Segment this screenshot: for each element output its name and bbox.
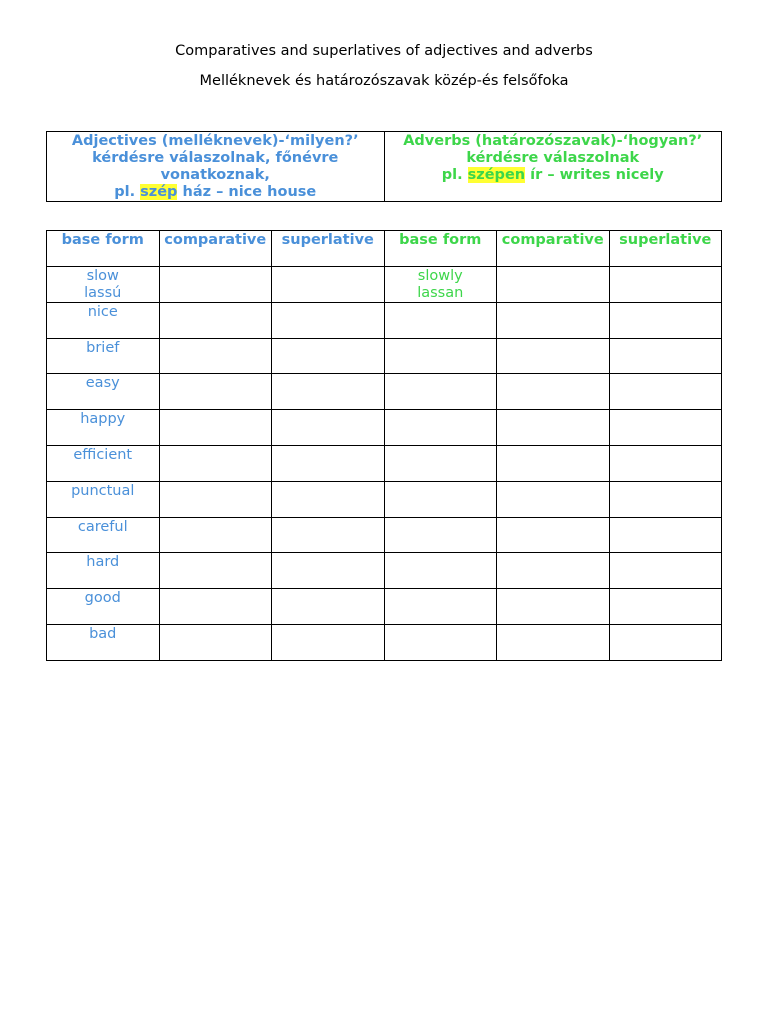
adv-comparative-cell[interactable] — [497, 302, 610, 338]
word-text: easy — [85, 375, 120, 392]
adj-superlative-cell[interactable] — [272, 338, 385, 374]
adv-base-form-cell — [384, 266, 497, 302]
adjectives-description: kérdésre válaszolnak, főnévre — [92, 150, 339, 166]
adv-comparative-cell[interactable] — [497, 338, 610, 374]
adj-superlative-cell[interactable] — [272, 624, 385, 660]
adv-superlative-cell[interactable] — [609, 266, 722, 302]
word-text: bad — [89, 625, 117, 642]
adjectives-description-cont: vonatkoznak, — [160, 167, 270, 183]
adj-base-form-cell — [47, 624, 160, 660]
table-row — [47, 302, 722, 338]
adv-comparative-cell[interactable] — [497, 410, 610, 446]
adv-comparative-cell[interactable] — [497, 481, 610, 517]
adj-comparative-cell[interactable] — [159, 589, 272, 625]
adv-base-form-cell — [384, 338, 497, 374]
header-adj-superlative: superlative — [272, 231, 385, 267]
intro-table — [46, 131, 722, 202]
adj-base-form-cell — [47, 445, 160, 481]
adv-base-form-cell — [384, 302, 497, 338]
adj-base-form-cell — [47, 589, 160, 625]
header-adv-base-form: base form — [384, 231, 497, 267]
adv-comparative-cell[interactable] — [497, 553, 610, 589]
adj-superlative-cell[interactable] — [272, 410, 385, 446]
table-row — [47, 589, 722, 625]
word-translation: lassan — [417, 284, 464, 301]
word-text: slowly — [417, 267, 463, 284]
adj-superlative-cell[interactable] — [272, 481, 385, 517]
table-row — [47, 338, 722, 374]
adjectives-heading: Adjectives (melléknevek)-‘milyen?’ — [71, 133, 359, 149]
table-row — [47, 374, 722, 410]
adverbs-explanation — [384, 132, 722, 202]
adv-base-form-cell — [384, 410, 497, 446]
word-text: slow — [86, 267, 119, 284]
adj-comparative-cell[interactable] — [159, 302, 272, 338]
adj-base-form-cell — [47, 302, 160, 338]
adj-comparative-cell[interactable] — [159, 338, 272, 374]
adj-superlative-cell[interactable] — [272, 553, 385, 589]
word-text: good — [84, 590, 121, 607]
adverbs-description: kérdésre válaszolnak — [466, 150, 640, 166]
adj-base-form-cell — [47, 517, 160, 553]
table-row — [47, 481, 722, 517]
word-text: hard — [86, 554, 120, 571]
adj-superlative-cell[interactable] — [272, 589, 385, 625]
adv-superlative-cell[interactable] — [609, 481, 722, 517]
adj-base-form-cell — [47, 338, 160, 374]
adv-base-form-cell — [384, 517, 497, 553]
adv-superlative-cell[interactable] — [609, 338, 722, 374]
adv-base-form-cell — [384, 624, 497, 660]
header-adv-superlative: superlative — [609, 231, 722, 267]
table-row — [47, 445, 722, 481]
adv-superlative-cell[interactable] — [609, 374, 722, 410]
adj-comparative-cell[interactable] — [159, 553, 272, 589]
adv-superlative-cell[interactable] — [609, 410, 722, 446]
table-row — [47, 517, 722, 553]
adv-comparative-cell[interactable] — [497, 266, 610, 302]
adj-base-form-cell — [47, 266, 160, 302]
word-text: happy — [80, 411, 126, 428]
header-adj-comparative: comparative — [159, 231, 272, 267]
adv-base-form-cell — [384, 553, 497, 589]
word-text: careful — [77, 518, 128, 535]
adv-base-form-cell — [384, 481, 497, 517]
page-title: Comparatives and superlatives of adjectives and adverbs — [175, 43, 593, 59]
adj-superlative-cell[interactable] — [272, 266, 385, 302]
table-row — [47, 553, 722, 589]
word-text: efficient — [73, 446, 133, 463]
adj-superlative-cell[interactable] — [272, 517, 385, 553]
word-text: punctual — [71, 482, 135, 499]
adj-comparative-cell[interactable] — [159, 374, 272, 410]
word-text: brief — [86, 339, 120, 356]
adv-comparative-cell[interactable] — [497, 517, 610, 553]
word-translation: lassú — [84, 284, 122, 301]
adv-base-form-cell — [384, 445, 497, 481]
adjective-example-highlight: szép — [140, 184, 178, 200]
table-row — [47, 266, 722, 302]
adj-comparative-cell[interactable] — [159, 481, 272, 517]
word-text: nice — [87, 303, 118, 320]
adj-superlative-cell[interactable] — [272, 445, 385, 481]
adv-superlative-cell[interactable] — [609, 553, 722, 589]
adj-superlative-cell[interactable] — [272, 302, 385, 338]
adv-superlative-cell[interactable] — [609, 517, 722, 553]
adv-superlative-cell[interactable] — [609, 589, 722, 625]
adv-comparative-cell[interactable] — [497, 624, 610, 660]
word-forms-table — [46, 230, 722, 661]
adj-base-form-cell — [47, 481, 160, 517]
header-row — [47, 231, 722, 267]
adverb-example-highlight: szépen — [467, 167, 526, 183]
table-row — [47, 624, 722, 660]
adj-comparative-cell[interactable] — [159, 517, 272, 553]
adv-base-form-cell — [384, 589, 497, 625]
adj-comparative-cell[interactable] — [159, 266, 272, 302]
adv-superlative-cell[interactable] — [609, 624, 722, 660]
adv-comparative-cell[interactable] — [497, 589, 610, 625]
adv-base-form-cell — [384, 374, 497, 410]
adjectives-explanation — [47, 132, 385, 202]
adv-superlative-cell[interactable] — [609, 302, 722, 338]
header-adv-comparative: comparative — [497, 231, 610, 267]
adverbs-example: pl. szépen ír – writes nicely — [441, 167, 664, 183]
adv-superlative-cell[interactable] — [609, 445, 722, 481]
adj-comparative-cell[interactable] — [159, 410, 272, 446]
header-adj-base-form: base form — [47, 231, 160, 267]
adv-comparative-cell[interactable] — [497, 374, 610, 410]
adj-base-form-cell — [47, 374, 160, 410]
adverbs-heading: Adverbs (határozószavak)-‘hogyan?’ — [403, 133, 703, 149]
adj-superlative-cell[interactable] — [272, 374, 385, 410]
adj-comparative-cell[interactable] — [159, 445, 272, 481]
adj-base-form-cell — [47, 410, 160, 446]
page-subtitle: Melléknevek és határozószavak közép-és felsőfoka — [199, 73, 569, 89]
adj-base-form-cell — [47, 553, 160, 589]
table-row — [47, 410, 722, 446]
adjectives-example: pl. szép ház – nice house — [114, 184, 317, 200]
adv-comparative-cell[interactable] — [497, 445, 610, 481]
adj-comparative-cell[interactable] — [159, 624, 272, 660]
